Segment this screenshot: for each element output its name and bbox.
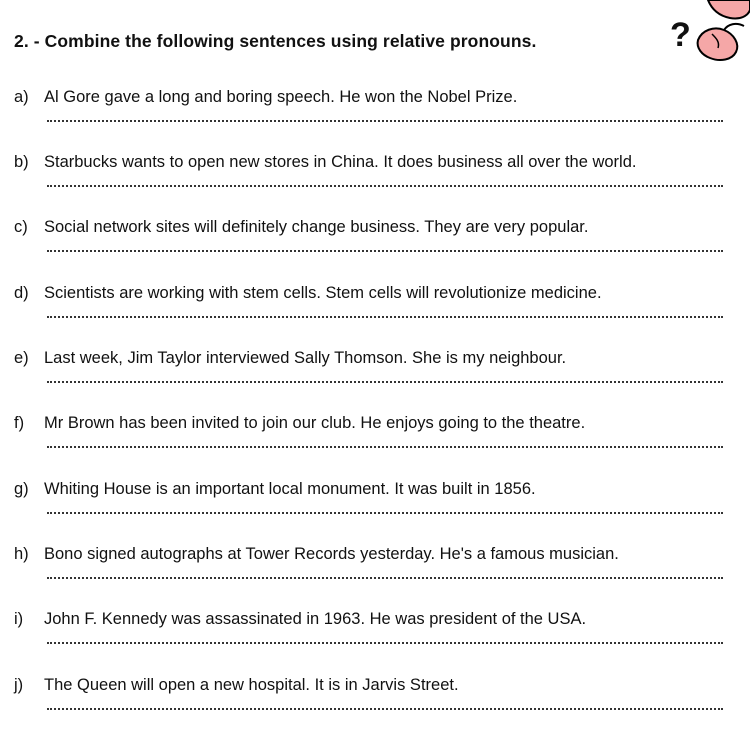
exercise-item-g bbox=[14, 480, 714, 545]
exercise-item-i bbox=[14, 610, 714, 675]
answer-line[interactable] bbox=[47, 316, 723, 318]
item-letter: d) bbox=[14, 284, 29, 302]
answer-line[interactable] bbox=[47, 642, 723, 644]
item-letter: c) bbox=[14, 218, 28, 236]
answer-line[interactable] bbox=[47, 708, 723, 710]
item-sentence: John F. Kennedy was assassinated in 1963. He was president of the USA. bbox=[44, 610, 587, 628]
item-letter: i) bbox=[14, 610, 24, 628]
item-sentence: Bono signed autographs at Tower Records yesterday. He's a famous musician. bbox=[44, 545, 619, 563]
item-letter: j) bbox=[14, 676, 24, 694]
question-mark-glyph: ? bbox=[670, 16, 691, 54]
exercise-title: 2. - Combine the following sentences using relative pronouns. bbox=[14, 31, 537, 51]
answer-line[interactable] bbox=[47, 512, 723, 514]
exercise-item-j bbox=[14, 676, 714, 741]
exercise-item-h bbox=[14, 545, 714, 610]
item-sentence: Whiting House is an important local monument. It was built in 1856. bbox=[44, 480, 536, 498]
exercise-item-b bbox=[14, 153, 714, 218]
answer-line[interactable] bbox=[47, 381, 723, 383]
thinking-mascot-icon bbox=[668, 0, 750, 70]
item-letter: g) bbox=[14, 480, 29, 498]
answer-line[interactable] bbox=[47, 446, 723, 448]
answer-line[interactable] bbox=[47, 185, 723, 187]
answer-line[interactable] bbox=[47, 577, 723, 579]
item-letter: h) bbox=[14, 545, 29, 563]
item-sentence: Last week, Jim Taylor interviewed Sally Thomson. She is my neighbour. bbox=[44, 349, 567, 367]
exercise-item-e bbox=[14, 349, 714, 414]
item-letter: f) bbox=[14, 414, 25, 432]
item-letter: b) bbox=[14, 153, 29, 171]
item-sentence: The Queen will open a new hospital. It is in Jarvis Street. bbox=[44, 676, 459, 694]
exercise-item-f bbox=[14, 414, 714, 479]
exercise-item-c bbox=[14, 218, 714, 283]
exercise-item-d bbox=[14, 284, 714, 349]
item-sentence: Mr Brown has been invited to join our club. He enjoys going to the theatre. bbox=[44, 414, 586, 432]
exercise-item-a bbox=[14, 88, 714, 153]
item-sentence: Starbucks wants to open new stores in China. It does business all over the world. bbox=[44, 153, 637, 171]
answer-line[interactable] bbox=[47, 250, 723, 252]
answer-line[interactable] bbox=[47, 120, 723, 122]
item-sentence: Social network sites will definitely change business. They are very popular. bbox=[44, 218, 589, 236]
item-letter: e) bbox=[14, 349, 29, 367]
item-sentence: Al Gore gave a long and boring speech. He won the Nobel Prize. bbox=[44, 88, 518, 106]
item-letter: a) bbox=[14, 88, 29, 106]
item-sentence: Scientists are working with stem cells. Stem cells will revolutionize medicine. bbox=[44, 284, 602, 302]
